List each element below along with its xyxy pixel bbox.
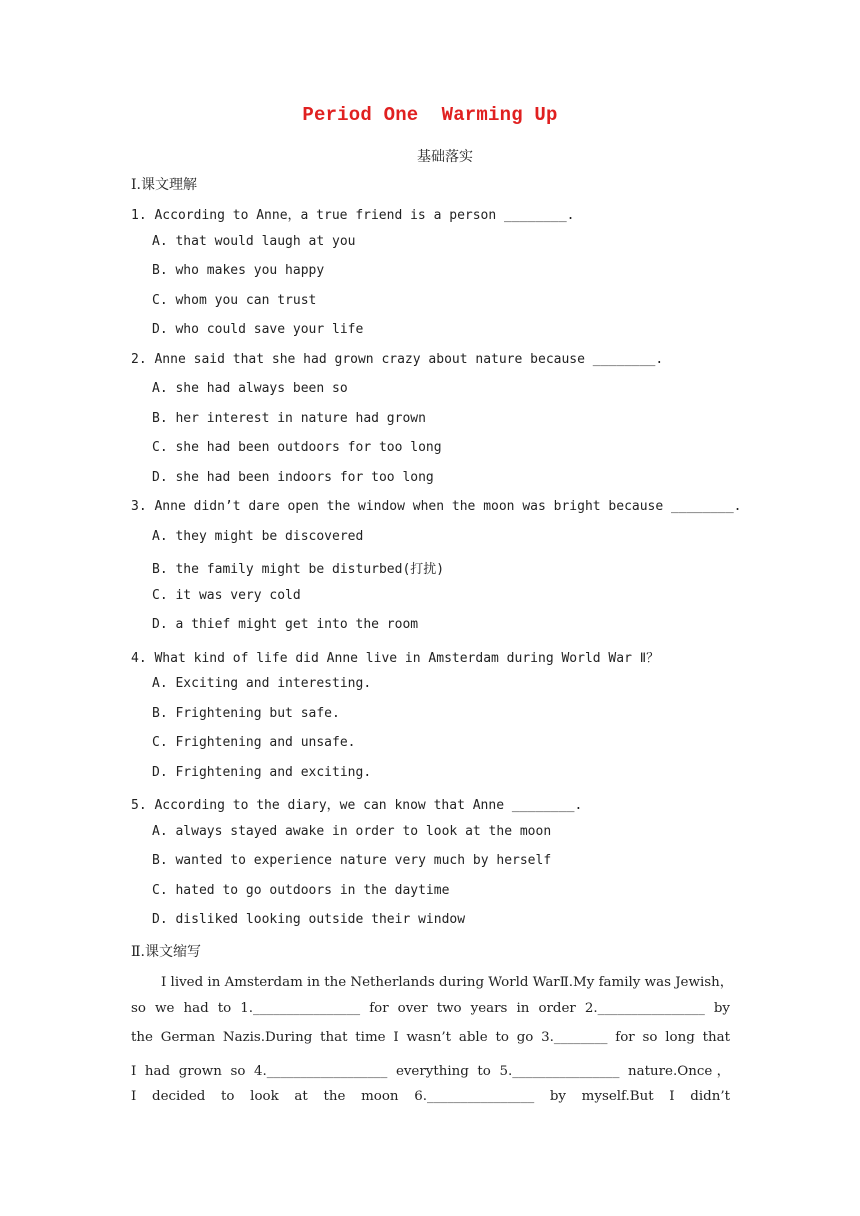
question-option: A. always stayed awake in order to look at the moon [152,824,552,839]
question-stem: 2. Anne said that she had grown crazy about nature because ________. [131,352,664,367]
section-heading-2: Ⅱ.课文缩写 [131,944,201,960]
question-option: B. Frightening but safe. [152,706,340,721]
question-option: D. Frightening and exciting. [152,765,372,780]
question-option: A. they might be discovered [152,529,364,544]
summary-line: so we had to 1.________________ for over two years in order 2.________________ by [131,1001,730,1016]
question-option: D. who could save your life [152,322,364,337]
page-title: Period One Warming Up [302,104,558,126]
question-option: D. disliked looking outside their window [152,912,466,927]
question-stem: 1. According to Anne，a true friend is a person ________. [131,208,575,223]
question-option: C. it was very cold [152,588,301,603]
question-option: C. Frightening and unsafe. [152,735,356,750]
question-option: C. hated to go outdoors in the daytime [152,883,450,898]
question-stem: 3. Anne didn’t dare open the window when the moon was bright because ________. [131,499,742,514]
question-option: C. whom you can trust [152,293,317,308]
question-stem: 5. According to the diary，we can know that Anne ________. [131,798,583,813]
summary-line: I lived in Amsterdam in the Netherlands during World WarⅡ.My family was Jewish， [161,975,734,990]
section-heading-1: Ⅰ.课文理解 [131,177,197,193]
question-option: B. her interest in nature had grown [152,411,426,426]
question-option: A. Exciting and interesting. [152,676,372,691]
summary-line: the German Nazis.During that time I wasn’t able to go 3.________ for so long that [131,1030,730,1045]
question-option: A. that would laugh at you [152,234,356,249]
question-option: B. the family might be disturbed(打扰) [152,562,445,577]
question-option: D. a thief might get into the room [152,617,419,632]
question-option: A. she had always been so [152,381,348,396]
question-stem: 4. What kind of life did Anne live in Amsterdam during World War Ⅱ？ [131,651,660,666]
question-option: C. she had been outdoors for too long [152,440,442,455]
summary-line: I had grown so 4.__________________ everything to 5.________________ nature.Once， [131,1064,730,1079]
question-option: B. wanted to experience nature very much by herself [152,853,552,868]
summary-line: I decided to look at the moon 6.________________ by myself.But I didn’t [131,1089,730,1104]
page-subtitle: 基础落实 [417,149,473,165]
question-option: D. she had been indoors for too long [152,470,434,485]
question-option: B. who makes you happy [152,263,325,278]
